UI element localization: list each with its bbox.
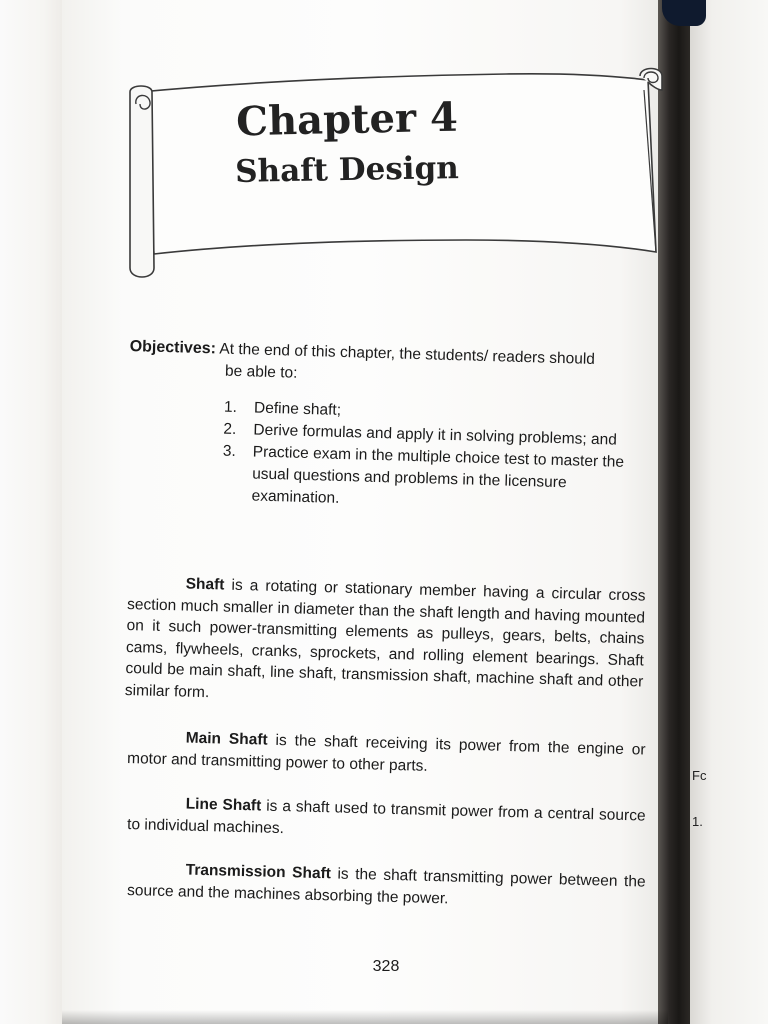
next-page-fragment-1: Fc bbox=[692, 768, 707, 783]
objective-text: Practice exam in the multiple choice test to master the usual questions and problems in the licensure examination. bbox=[251, 443, 625, 507]
objective-text: Define shaft; bbox=[253, 399, 342, 419]
objectives-intro-line2: be able to: bbox=[224, 362, 298, 382]
page-number: 328 bbox=[372, 958, 400, 975]
objective-text: Derive formulas and apply it in solving problems; and bbox=[253, 421, 618, 449]
spine-bookmark bbox=[662, 0, 706, 26]
objectives-label: Objectives: bbox=[129, 337, 217, 358]
definition-text: is a shaft used to transmit power from a central source to individual machines. bbox=[126, 797, 646, 837]
chapter-number: Chapter 4 bbox=[235, 93, 459, 146]
objectives-intro-line1: At the end of this chapter, the students/ readers should bbox=[219, 340, 596, 368]
next-page-fragment-2: 1. bbox=[692, 814, 703, 829]
next-page-edge bbox=[688, 0, 768, 1024]
objectives-section bbox=[125, 336, 649, 518]
paragraph-shaft bbox=[125, 572, 646, 715]
definition-term: Main Shaft bbox=[185, 729, 268, 749]
definition-term: Shaft bbox=[185, 575, 225, 594]
definition-term: Line Shaft bbox=[185, 795, 262, 815]
definition-text: is a rotating or stationary member having a circular cross section much smaller in diameter than the shaft length and having mounted on it such power-transmitting elements as pulleys, gears, belts, chains cams, flywheels, cranks, sprockets, and rolling element bearings. Shaft could be main shaft, line shaft, transmission shaft, machine shaft and other similar form. bbox=[124, 576, 646, 701]
objective-item bbox=[221, 441, 647, 519]
definition-text: is the shaft receiving its power from the engine or motor and transmitting power to other parts. bbox=[126, 731, 646, 775]
definition-term: Transmission Shaft bbox=[185, 861, 332, 883]
objective-number: 2. bbox=[223, 420, 237, 439]
page-bottom-shadow bbox=[62, 1010, 668, 1024]
objective-number: 1. bbox=[223, 398, 238, 417]
objective-number: 3. bbox=[222, 442, 236, 460]
objectives-list bbox=[221, 397, 648, 519]
definition-text: is the shaft transmitting power between the source and the machines absorbing the power. bbox=[126, 865, 646, 907]
chapter-title: Shaft Design bbox=[234, 150, 460, 190]
left-page-edge bbox=[0, 0, 62, 1024]
